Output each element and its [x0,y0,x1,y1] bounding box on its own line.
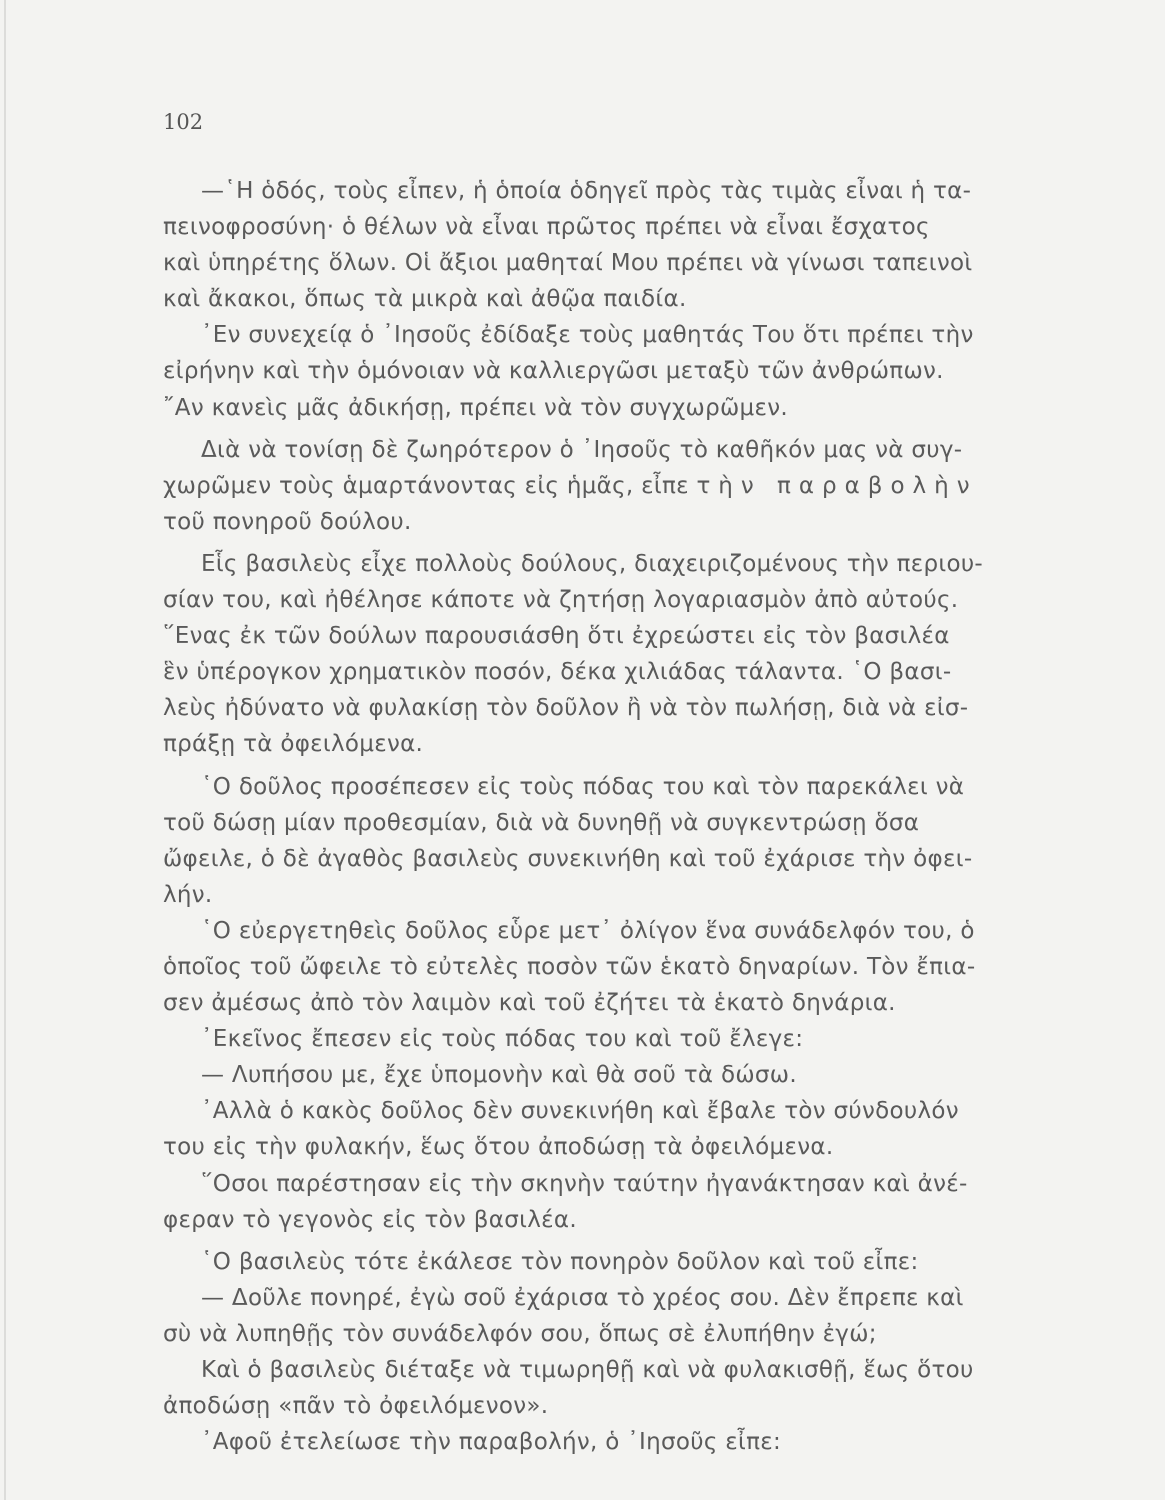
body-text [163,173,984,1460]
text-line: πράξῃ τὰ ὀφειλόμενα. [163,731,424,758]
text-line: σὺ νὰ λυπηθῇς τὸν συνάδελφόν σου, ὅπως σὲ ἐλυπήθην ἐγώ; [163,1320,877,1347]
text-line: καὶ ἄκακοι, ὅπως τὰ μικρὰ καὶ ἀθῷα παιδία. [163,286,687,313]
text-line: ῎Αν κανεὶς μᾶς ἀδικήσῃ, πρέπει νὰ τὸν συγχωρῶμεν. [163,394,788,421]
text-line: — Λυπήσου με, ἔχε ὑπομονὴν καὶ θὰ σοῦ τὰ δώσω. [201,1062,797,1089]
text-line: του εἰς τὴν φυλακήν, ἕως ὅτου ἀποδώσῃ τὰ ὀφειλόμενα. [163,1134,834,1161]
text-line: ῾Ο βασιλεὺς τότε ἐκάλεσε τὸν πονηρὸν δοῦλον καὶ τοῦ εἶπε: [201,1248,919,1275]
text-line: καὶ ὑπηρέτης ὅλων. Οἱ ἄξιοι μαθηταί Μου πρέπει νὰ γίνωσι ταπεινοὶ [163,250,973,277]
text-line: λήν. [163,881,213,908]
text-line: σίαν του, καὶ ἠθέλησε κάποτε νὰ ζητήσῃ λογαριασμὸν ἀπὸ αὐτούς. [163,587,959,614]
text-line: ᾽Αφοῦ ἐτελείωσε τὴν παραβολήν, ὁ ᾽Ιησοῦς εἶπε: [201,1429,782,1456]
text-line: Εἷς βασιλεὺς εἶχε πολλοὺς δούλους, διαχειριζομένους τὴν περιου- [201,550,984,577]
text-line: λεὺς ἠδύνατο νὰ φυλακίσῃ τὸν δοῦλον ἢ νὰ τὸν πωλήσῃ, διὰ νὰ εἰσ- [163,695,969,722]
text-line: ἀποδώσῃ «πᾶν τὸ ὀφειλόμενον». [163,1393,549,1420]
text-line: Διὰ νὰ τονίσῃ δὲ ζωηρότερον ὁ ᾽Ιησοῦς τὸ καθῆκόν μας νὰ συγ- [201,436,963,463]
text-line: ᾽Εκεῖνος ἔπεσεν εἰς τοὺς πόδας του καὶ τοῦ ἔλεγε: [201,1026,804,1053]
page-binding-edge [4,0,6,1500]
text-line: τοῦ δώσῃ μίαν προθεσμίαν, διὰ νὰ δυνηθῇ νὰ συγκεντρώσῃ ὅσα [163,809,920,836]
text-line: ῾Ο εὐεργετηθεὶς δοῦλος εὗρε μετ᾽ ὀλίγον ἕνα συνάδελφόν του, ὁ [201,917,975,944]
text-line: χωρῶμεν τοὺς ἁμαρτάνοντας εἰς ἡμᾶς, εἶπε τὴν παραβολὴν [163,472,978,499]
text-line: ὁποῖος τοῦ ὤφειλε τὸ εὐτελὲς ποσὸν τῶν ἑκατὸ δηναρίων. Τὸν ἔπια- [163,953,976,980]
text-line: σεν ἀμέσως ἀπὸ τὸν λαιμὸν καὶ τοῦ ἐζήτει τὰ ἑκατὸ δηνάρια. [163,990,896,1017]
text-line: —῾Η ὁδός, τοὺς εἶπεν, ἡ ὁποία ὁδηγεῖ πρὸς τὰς τιμὰς εἶναι ἡ τα- [201,178,972,204]
text-line: ᾽Εν συνεχείᾳ ὁ ᾽Ιησοῦς ἐδίδαξε τοὺς μαθητάς Του ὅτι πρέπει τὴν [201,322,974,349]
text-line: ῞Οσοι παρέστησαν εἰς τὴν σκηνὴν ταύτην ἠγανάκτησαν καὶ ἀνέ- [201,1170,968,1197]
text-line: Καὶ ὁ βασιλεὺς διέταξε νὰ τιμωρηθῇ καὶ νὰ φυλακισθῇ, ἕως ὅτου [201,1357,974,1383]
text-line: εἰρήνην καὶ τὴν ὁμόνοιαν νὰ καλλιεργῶσι μεταξὺ τῶν ἀνθρώπων. [163,358,944,385]
page-number: 102 [163,110,204,134]
text-line: ἓν ὑπέρογκον χρηματικὸν ποσόν, δέκα χιλιάδας τάλαντα. ῾Ο βασι- [163,659,952,686]
emphasized-title: τὴν παραβολὴν [696,472,978,499]
text-line: ᾽Αλλὰ ὁ κακὸς δοῦλος δὲν συνεκινήθη καὶ ἔβαλε τὸν σύνδουλόν [201,1098,959,1125]
text-line: ὤφειλε, ὁ δὲ ἀγαθὸς βασιλεὺς συνεκινήθη καὶ τοῦ ἐχάρισε τὴν ὀφει- [163,845,973,872]
text-line: τοῦ πονηροῦ δούλου. [163,508,412,535]
text-line: ῞Ενας ἐκ τῶν δούλων παρουσιάσθη ὅτι ἐχρεώστει εἰς τὸν βασιλέα [163,623,950,650]
text-line: ῾Ο δοῦλος προσέπεσεν εἰς τοὺς πόδας του καὶ τὸν παρεκάλει νὰ [201,773,965,800]
text-line: πεινοφροσύνη· ὁ θέλων νὰ εἶναι πρῶτος πρέπει νὰ εἶναι ἔσχατος [163,214,930,241]
text-line: φεραν τὸ γεγονὸς εἰς τὸν βασιλέα. [163,1206,577,1233]
text-line: — Δοῦλε πονηρέ, ἐγὼ σοῦ ἐχάρισα τὸ χρέος σου. Δὲν ἔπρεπε καὶ [201,1284,964,1311]
